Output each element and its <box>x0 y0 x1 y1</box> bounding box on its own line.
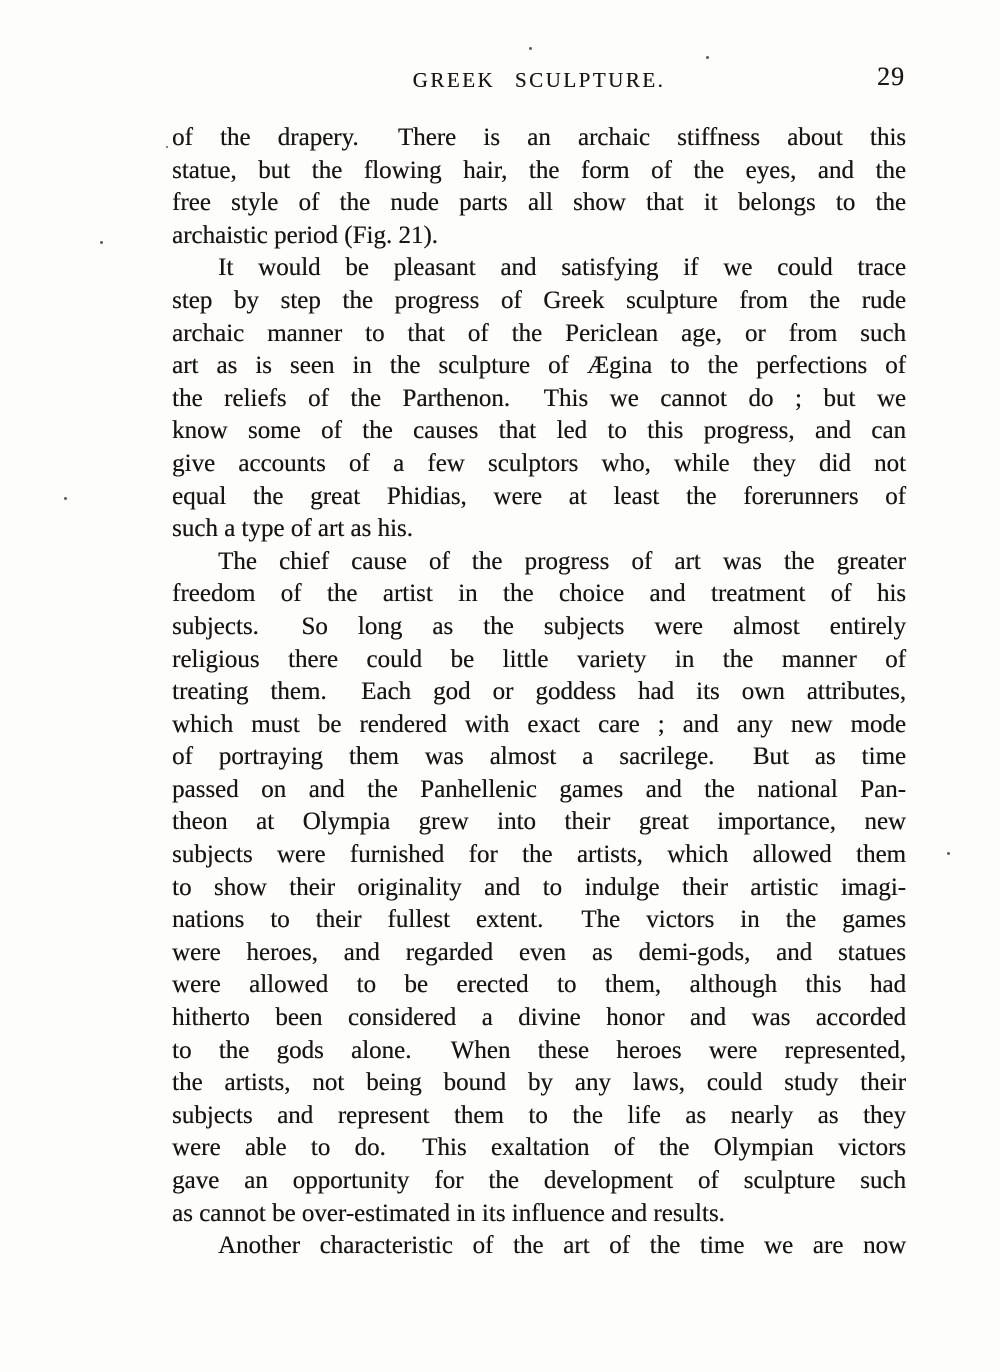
text-line: It would be pleasant and satisfying if we could trace <box>218 254 906 282</box>
text-line: to the gods alone. When these heroes were represented, <box>172 1036 906 1064</box>
running-header: GREEK SCULPTURE. <box>412 68 666 92</box>
page-number: 29 <box>877 62 905 91</box>
scan-speck <box>166 146 168 148</box>
paragraph <box>172 1230 906 1263</box>
text-line: as cannot be over-estimated in its influence and results. <box>172 1199 725 1227</box>
text-line: equal the great Phidias, were at least the forerunners of <box>172 482 906 510</box>
text-line: art as is seen in the sculpture of Ægina to the perfections of <box>172 352 906 380</box>
text-line: know some of the causes that led to this progress, and can <box>172 417 906 445</box>
text-line: treating them. Each god or goddess had its own attributes, <box>172 678 906 706</box>
text-line: were heroes, and regarded even as demi-gods, and statues <box>172 938 906 966</box>
scan-speck <box>947 852 950 855</box>
text-line: which must be rendered with exact care ; and any new mode <box>172 710 906 738</box>
text-line: hitherto been considered a divine honor and was accorded <box>172 1004 906 1032</box>
text-line: of the drapery. There is an archaic stiffness about this <box>172 124 906 151</box>
text-line: theon at Olympia grew into their great importance, new <box>172 808 906 836</box>
text-line: gave an opportunity for the development of sculpture such <box>172 1167 906 1194</box>
text-line: freedom of the artist in the choice and treatment of his <box>172 580 906 608</box>
text-line: to show their originality and to indulge their artistic imagi- <box>172 873 906 901</box>
text-line: give accounts of a few sculptors who, while they did not <box>172 449 906 477</box>
text-line: archaistic period (Fig. 21). <box>172 221 438 249</box>
text-line: The chief cause of the progress of art was the greater <box>218 547 906 575</box>
text-line: subjects. So long as the subjects were almost entirely <box>172 612 906 640</box>
text-line: the reliefs of the Parthenon. This we cannot do ; but we <box>172 384 906 412</box>
text-line: Another characteristic of the art of the time we are now <box>218 1232 906 1260</box>
paragraph <box>172 122 906 252</box>
text-line: were able to do. This exaltation of the Olympian victors <box>172 1134 906 1162</box>
text-line: step by step the progress of Greek sculpture from the rude <box>172 286 906 314</box>
paragraph <box>172 252 906 545</box>
text-line: passed on and the Panhellenic games and the national Pan- <box>172 775 906 803</box>
text-line: free style of the nude parts all show that it belongs to the <box>172 189 906 217</box>
page-body <box>172 122 906 1263</box>
text-line: subjects and represent them to the life as nearly as they <box>172 1101 906 1129</box>
text-line: were allowed to be erected to them, although this had <box>172 971 906 999</box>
text-line: subjects were furnished for the artists, which allowed them <box>172 841 906 869</box>
text-line: nations to their fullest extent. The victors in the games <box>172 906 906 934</box>
text-line: archaic manner to that of the Periclean age, or from such <box>172 319 906 347</box>
scan-speck <box>100 241 103 244</box>
text-line: such a type of art as his. <box>172 515 413 543</box>
text-line: the artists, not being bound by any laws, could study their <box>172 1069 906 1097</box>
paragraph <box>172 546 906 1230</box>
scan-speck <box>706 56 709 59</box>
text-line: statue, but the flowing hair, the form of the eyes, and the <box>172 156 906 184</box>
text-line: religious there could be little variety in the manner of <box>172 645 906 673</box>
text-line: of portraying them was almost a sacrilege. But as time <box>172 743 906 771</box>
scan-speck <box>529 47 532 50</box>
scan-speck <box>64 497 67 500</box>
